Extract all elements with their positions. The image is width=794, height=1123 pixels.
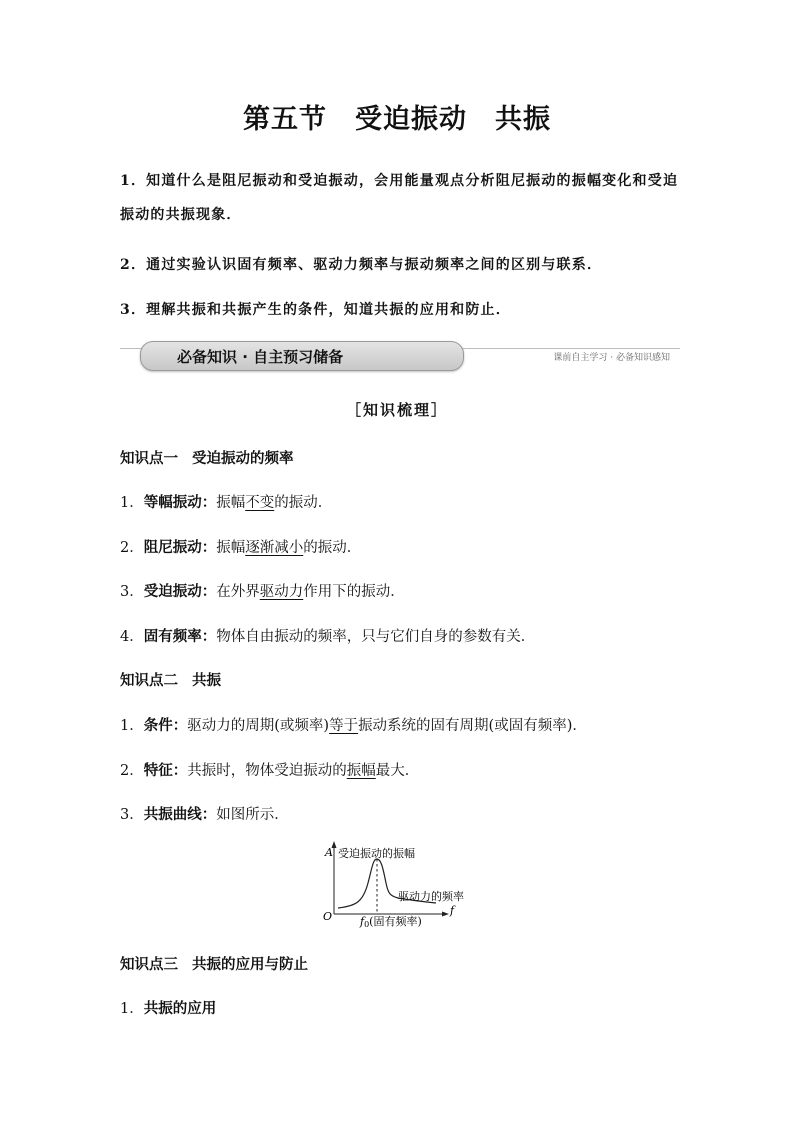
item-term: 共振的应用 [143, 1001, 217, 1017]
item-num: 4． [120, 629, 144, 645]
section-heading: ［知识梳理］ [345, 401, 448, 419]
kp-label: 知识点二 [120, 673, 178, 689]
item-term: 条件： [143, 718, 188, 734]
y-axis-symbol: A [325, 846, 333, 859]
item-num: 3． [120, 584, 144, 600]
y-axis-label: 受迫振动的振幅 [338, 847, 415, 860]
resonance-curve-figure [318, 838, 488, 930]
item-blank: 等于 [329, 718, 359, 734]
item-text-end: 的振动． [303, 540, 362, 556]
objective-3: 3．理解共振和共振产生的条件，知道共振的应用和防止． [120, 302, 511, 318]
banner-caption: 课前自主学习 · 必备知识感知 [553, 353, 670, 363]
banner-tab [140, 341, 464, 371]
kp1-item-2 [120, 536, 361, 557]
item-blank: 振幅 [346, 763, 376, 779]
kp2-item-2 [120, 759, 419, 780]
kp3-item-1 [120, 997, 216, 1018]
objective-2: 2．通过实验认识固有频率、驱动力频率与振动频率之间的区别与联系． [120, 257, 603, 273]
curve-label: 驱动力的频率 [398, 890, 464, 903]
knowledge-point-3-heading [120, 953, 308, 974]
item-text-end: 振动系统的固有周期(或固有频率)． [358, 718, 587, 734]
item-num: 1． [120, 718, 144, 734]
item-text: 振幅 [216, 495, 246, 511]
page-title [0, 97, 794, 136]
item-term: 阻尼振动： [143, 540, 217, 556]
item-text-end: 最大． [375, 763, 420, 779]
kp1-item-1 [120, 491, 332, 512]
kp-title: 共振的应用与防止 [192, 957, 308, 973]
x-axis-arrow [442, 912, 449, 917]
knowledge-point-2-heading [120, 669, 221, 690]
item-term: 等幅振动： [143, 495, 217, 511]
kp2-item-1 [120, 714, 587, 735]
title-topic-2: 共振 [495, 104, 551, 135]
kp-label: 知识点三 [120, 957, 178, 973]
item-num: 2． [120, 763, 144, 779]
item-text-end: 的振动． [274, 495, 333, 511]
kp1-item-3 [120, 580, 405, 601]
item-num: 1． [120, 495, 144, 511]
objective-1: 1．知道什么是阻尼振动和受迫振动，会用能量观点分析阻尼振动的振幅变化和受迫振动的共振现象． [120, 173, 679, 223]
banner-label: 必备知识 · 自主预习储备 [177, 348, 344, 366]
item-text: 共振时，物体受迫振动的 [187, 763, 347, 779]
kp-label: 知识点一 [120, 451, 178, 467]
kp-title: 共振 [192, 673, 221, 689]
item-term: 固有频率： [143, 629, 217, 645]
item-text: 在外界 [216, 584, 260, 600]
knowledge-point-1-heading [120, 447, 294, 468]
item-term: 特征： [143, 763, 188, 779]
item-num: 1． [120, 1001, 144, 1017]
item-text-end: 作用下的振动． [303, 584, 405, 600]
section-banner [120, 341, 680, 371]
item-num: 3． [120, 807, 144, 823]
item-text: 物体自由振动的频率，只与它们自身的参数有关． [216, 629, 536, 645]
origin-label: O [323, 910, 333, 923]
title-section: 第五节 [243, 104, 327, 135]
f0-label: f0(固有频率) [360, 915, 422, 929]
x-axis-symbol: f [450, 904, 455, 917]
item-blank: 不变 [245, 495, 275, 511]
kp2-item-3 [120, 803, 289, 824]
kp1-item-4 [120, 625, 535, 646]
item-blank: 驱动力 [259, 584, 304, 600]
item-num: 2． [120, 540, 144, 556]
item-term: 受迫振动： [143, 584, 217, 600]
item-blank: 逐渐减小 [245, 540, 304, 556]
item-text: 驱动力的周期(或频率) [187, 718, 330, 734]
item-text: 如图所示． [216, 807, 289, 823]
title-topic-1: 受迫振动 [355, 104, 467, 135]
kp-title: 受迫振动的频率 [192, 451, 294, 467]
item-text: 振幅 [216, 540, 246, 556]
item-term: 共振曲线： [143, 807, 217, 823]
